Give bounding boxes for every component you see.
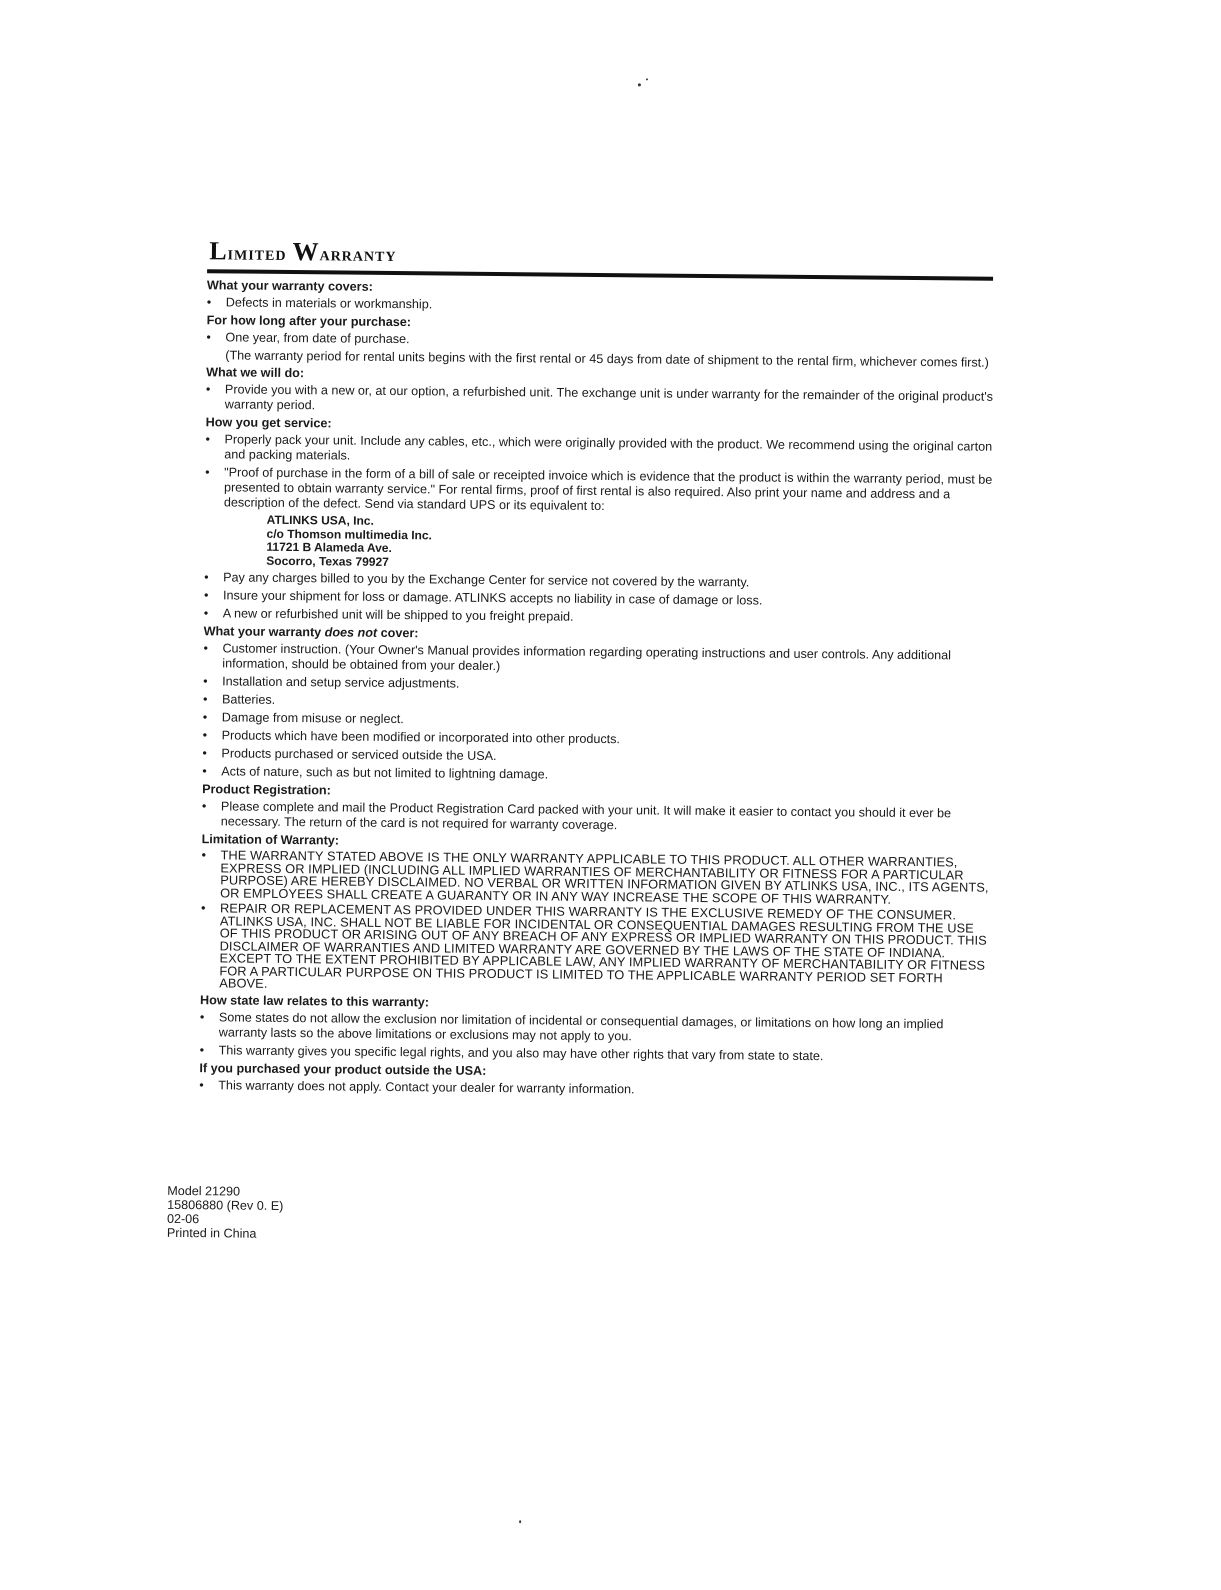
part-number: 15806880 (Rev 0. E) xyxy=(167,1197,284,1213)
list-item-text: Some states do not allow the exclusion nor limitation of incidental or consequential damages, or limitations on how long an implied warranty lasts so the above limitations or exclusions may not apply to you. xyxy=(218,1009,944,1043)
list-item-text: Acts of nature, such as but not limited to lightning damage. xyxy=(221,764,549,782)
print-date: 02-06 xyxy=(166,1211,200,1227)
bullet-icon: • xyxy=(202,746,207,761)
section-heading: Product Registration: xyxy=(202,782,331,798)
warranty-body xyxy=(199,278,997,1103)
bullet-icon: • xyxy=(199,1009,205,1024)
bullet-icon: • xyxy=(206,295,212,310)
bullet-icon: • xyxy=(199,1077,204,1092)
list-item-text: REPAIR OR REPLACEMENT AS PROVIDED UNDER THIS WARRANTY IS THE EXCLUSIVE REMEDY OF THE CONSUMER. ATLINKS USA, INC. SHALL NOT BE LIABLE FOR INCIDENTAL OR CONSEQUENTIAL DAMAGES RESULTING FROM THE USE OF THIS PRODUCT OR ARISING OUT OF ANY BREACH OF ANY EXPRESS OR IMPLIED WARRANTY ON THIS PRODUCT. THIS DISCLAIMER OF WARRANTIES AND LIMITED WARRANTY ARE GOVERNED BY THE LAWS OF THE STATE OF INDIANA. EXCEPT TO THE EXTENT PROHIBITED BY APPLICABLE LAW, ANY IMPLIED WARRANTY OF MERCHANTABILITY OR FITNESS FOR A PARTICULAR PURPOSE ON THIS PRODUCT IS LIMITED TO THE APPLICABLE WARRANTY PERIOD SET FORTH ABOVE. xyxy=(219,900,987,991)
bullet-icon: • xyxy=(201,847,207,863)
list-item-text: A new or refurbished unit will be shipped to you freight prepaid. xyxy=(222,606,574,624)
address-line: c/o Thomson multimedia Inc. xyxy=(266,526,433,542)
bullet-icon: • xyxy=(202,728,208,743)
address-line: 11721 B Alameda Ave. xyxy=(266,539,392,555)
page-title xyxy=(209,236,397,268)
address-line: Socorro, Texas 79927 xyxy=(266,553,389,569)
heading-emphasis: does not xyxy=(324,625,378,640)
list-item xyxy=(202,799,992,837)
bullet-icon: • xyxy=(200,900,206,916)
list-item xyxy=(205,432,995,470)
title-initial: W xyxy=(292,237,320,267)
bullet-icon: • xyxy=(203,588,209,603)
title-text: imited xyxy=(227,242,287,265)
list-item xyxy=(205,465,995,518)
title-text: arranty xyxy=(319,243,397,267)
list-item-text: This warranty gives you specific legal rights, and you also may have other rights that vary from state to state. xyxy=(218,1042,824,1063)
list-item-text: Provide you with a new or, at our option, a refurbished unit. The exchange unit is under warranty for the remainder of the original product's warranty period. xyxy=(224,382,994,413)
list-item-text: One year, from date of purchase. xyxy=(225,330,410,347)
bullet-icon: • xyxy=(199,1042,205,1057)
section-heading: If you purchased your product outside the USA: xyxy=(199,1060,487,1078)
bullet-icon: • xyxy=(205,432,210,447)
list-item-text: Insure your shipment for loss or damage. ATLINKS accepts no liability in case of damage or loss. xyxy=(222,588,763,608)
list-item-text: Pay any charges billed to you by the Exchange Center for service not covered by the warranty. xyxy=(223,570,750,590)
bullet-icon: • xyxy=(203,641,208,656)
bullet-icon: • xyxy=(206,330,211,345)
list-item-text: Products which have been modified or incorporated into other products. xyxy=(221,728,621,747)
bullet-icon: • xyxy=(204,570,209,585)
bullet-icon: • xyxy=(201,799,207,814)
heading-part: cover: xyxy=(377,625,419,641)
scan-speck xyxy=(519,1520,521,1523)
list-item-text: Properly pack your unit. Include any cables, etc., which were originally provided with the product. We recommend using the original carton and packing materials. xyxy=(224,432,993,463)
model-number: Model 21290 xyxy=(167,1183,241,1199)
section-heading: Limitation of Warranty: xyxy=(201,832,340,848)
list-item-text: Please complete and mail the Product Registration Card packed with your unit. It will make it easier to contact you should it ever be necessary. The return of the card is not required for warranty coverage. xyxy=(220,799,952,833)
section-heading: How state law relates to this warranty: xyxy=(200,992,430,1009)
list-item-text: Customer instruction. (Your Owner's Manual provides information regarding operating instructions and user controls. Any additional information, should be obtained from your dealer.) xyxy=(222,641,952,674)
heading-part: What your warranty xyxy=(203,624,325,640)
list-item-text: Installation and setup service adjustments. xyxy=(222,674,460,691)
list-item-text: Products purchased or serviced outside the USA. xyxy=(221,746,497,764)
address-line: ATLINKS USA, Inc. xyxy=(266,512,374,528)
list-item xyxy=(203,641,993,679)
list-item-text: Damage from misuse or neglect. xyxy=(221,710,404,727)
scan-speck xyxy=(646,78,648,80)
document-footer xyxy=(167,1184,284,1241)
list-item xyxy=(200,902,991,997)
bullet-icon: • xyxy=(202,710,208,725)
bullet-icon: • xyxy=(202,764,207,779)
list-item-text: Defects in materials or workmanship. xyxy=(225,295,433,312)
bullet-icon: • xyxy=(205,465,210,480)
section-heading: What we will do: xyxy=(206,365,305,381)
scan-speck xyxy=(638,83,641,86)
list-item-text: This warranty does not apply. Contact your dealer for warranty information. xyxy=(218,1077,635,1096)
section-heading: For how long after your purchase: xyxy=(206,313,412,330)
section-heading: How you get service: xyxy=(205,415,332,431)
list-item xyxy=(201,849,991,907)
printed-in: Printed in China xyxy=(166,1225,257,1241)
bullet-icon: • xyxy=(203,606,209,621)
title-initial: L xyxy=(209,236,228,266)
rental-note: (The warranty period for rental units begins with the first rental or 45 days from date of shipment to the rental firm, whichever comes first.) xyxy=(225,348,989,370)
list-item-text: THE WARRANTY STATED ABOVE IS THE ONLY WARRANTY APPLICABLE TO THIS PRODUCT. ALL OTHER WARRANTIES, EXPRESS OR IMPLIED (INCLUDING ALL IMPLIED WARRANTIES OF MERCHANTABILITY OR FITNESS FOR A PARTICULAR PURPOSE) ARE HEREBY DISCLAIMED. NO VERBAL OR WRITTEN INFORMATION GIVEN BY ATLINKS USA, INC., ITS AGENTS, OR EMPLOYEES SHALL CREATE A GUARANTY OR IN ANY WAY INCREASE THE SCOPE OF THIS WARRANTY. xyxy=(220,847,989,907)
list-item xyxy=(206,382,996,420)
service-address xyxy=(204,513,994,575)
list-item-text: "Proof of purchase in the form of a bill of sale or receipted invoice which is evidence that the product is within the warranty period, must be presented to obtain warranty service." For rental firms, proof of first rental is also required. Also print your name and address and a description of the defect. Send via standard UPS or its equivalent to: xyxy=(223,465,993,514)
bullet-icon: • xyxy=(203,674,208,689)
list-item xyxy=(200,1010,990,1048)
section-heading: What your warranty covers: xyxy=(206,278,373,294)
list-item-text: Batteries. xyxy=(221,692,276,707)
bullet-icon: • xyxy=(202,692,208,707)
bullet-icon: • xyxy=(205,382,211,397)
